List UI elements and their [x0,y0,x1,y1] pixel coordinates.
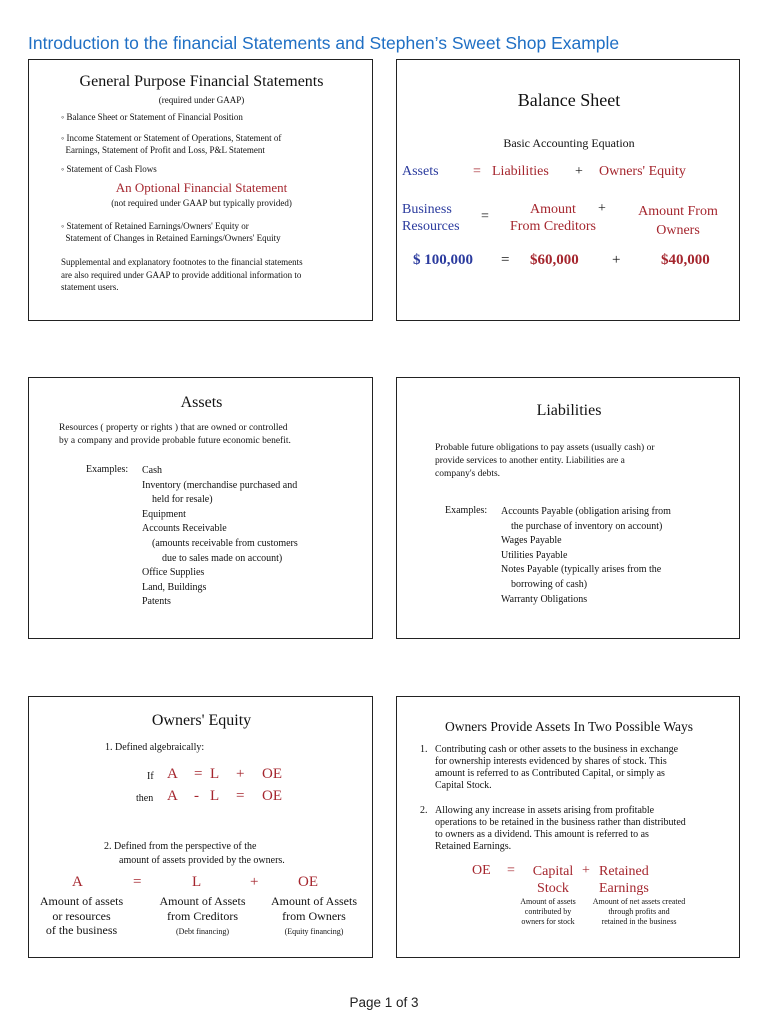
slide1-subtitle: (required under GAAP) [158,95,245,105]
eq2-op: - [194,788,199,804]
item-2-text: Allowing any increase in assets arising from profitable operations to be retained in the business rather than distributed to owners as a dividend. This amount is referred to as Retained Earnings. [435,805,686,852]
slide1-bullet-2: ◦ Income Statement or Statement of Operations, Statement of Earnings, Statement of Profit and Loss, P&L Statement [61,133,282,155]
optional-statement-note: (not required under GAAP but typically provided) [111,198,292,208]
slide2-title: Balance Sheet [517,90,621,110]
eq-equals-1: = [473,164,481,179]
assets-examples-list: Cash Inventory (merchandise purchased and held for resale) Equipment Accounts Receivable (amounts receivable from customers due to sales made on account) Office Supplies Land, Buildings Patents [142,465,298,608]
eq1-a: A [167,766,178,782]
slide1-title: General Purpose Financial Statements [79,73,324,90]
eq-assets: Assets [402,164,439,179]
eq3-a: A [72,874,83,890]
slide1-bullet-4: ◦ Statement of Retained Earnings/Owners' Equity or Statement of Changes in Retained Earnings/Owners' Equity [61,221,281,243]
eq-liabilities-value: $60,000 [530,252,579,268]
eq-liabilities: Liabilities [492,164,549,179]
liabilities-examples-list: Accounts Payable (obligation arising from the purchase of inventory on account) Wages Payable Utilities Payable Notes Payable (typically arises from the borrowing of cash) Warranty Obligations [501,506,671,605]
eq2-eq: = [236,788,245,804]
eq-assets-value: $ 100,000 [413,252,473,268]
oe-plus: + [582,863,590,878]
slide6-title: Owners Provide Assets In Two Possible Ways [445,719,693,734]
col-a-description: Amount of assets or resources of the business [39,894,124,937]
then-label: then [136,793,154,804]
liabilities-description: Probable future obligations to pay assets (usually cash) or provide services to another entity. Liabilities are a company's debts. [435,443,655,479]
document-header-title: Introduction to the financial Statements and Stephen’s Sweet Shop Example [28,33,620,53]
eq-equals-2: = [481,209,489,224]
item-1-number: 1. [420,744,428,755]
if-label: If [147,771,154,782]
eq1-oe: OE [262,766,282,782]
assets-description: Resources ( property or rights ) that are owned or controlled by a company and provide probable future economic benefit. [59,423,291,446]
slide1-footnote: Supplemental and explanatory footnotes to the financial statements are also required under GAAP to provide additional information to statement users. [61,257,303,292]
eq-equity-value: $40,000 [661,252,710,268]
eq-plus-1: + [575,164,583,179]
slide5-title: Owners' Equity [151,712,252,729]
item-1-text: Contributing cash or other assets to the business in exchange for ownership interests evidenced by shares of stock. This amount is referred to as Contributed Capital, or simply as Capital Stock. [435,744,679,791]
eq3-op: + [250,874,259,890]
eq-owners-equity: Owners' Equity [599,164,686,179]
eq3-l: L [192,874,202,890]
oe-label: OE [472,863,491,878]
page-number: Page 1 of 3 [349,995,419,1010]
assets-examples-label: Examples: [86,464,129,475]
optional-statement-title: An Optional Financial Statement [115,180,288,195]
slide-liabilities [396,377,740,639]
eq-amount-from-owners: Amount From Owners [638,204,718,238]
oe-equals: = [507,863,515,878]
eq2-l: L [210,788,220,804]
item-2-number: 2. [420,805,428,816]
liabilities-examples-label: Examples: [445,505,488,516]
slide-balance-sheet [396,59,740,321]
capital-stock: Capital Stock [532,864,574,896]
def-algebraic: 1. Defined algebraically: [105,742,205,753]
eq-business-resources: Business Resources [402,202,460,234]
eq3-eq: = [133,874,142,890]
eq-equals-3: = [501,252,510,268]
eq-plus-3: + [612,252,621,268]
eq2-a: A [167,788,178,804]
slide-assets [28,377,373,639]
eq-amount-from-creditors: Amount From Creditors [510,202,596,234]
col-oe-description: Amount of Assets from Owners (Equity financing) [270,894,357,936]
slide-owners-provide-assets [396,696,740,958]
slide1-bullet-3: ◦ Statement of Cash Flows [61,164,157,174]
retained-earnings: Retained Earnings [599,864,649,896]
eq2-oe: OE [262,788,282,804]
eq-plus-2: + [598,201,606,216]
eq1-eq: = [194,766,203,782]
slide2-subtitle: Basic Accounting Equation [503,136,635,150]
slide-owners-equity [28,696,373,958]
eq1-l: L [210,766,220,782]
retained-earnings-note: Amount of net assets created through profits and retained in the business [592,897,686,926]
def-perspective: 2. Defined from the perspective of the amount of assets provided by the owners. [104,841,285,866]
slide1-bullet-1: ◦ Balance Sheet or Statement of Financial Position [61,112,243,122]
eq3-oe: OE [298,874,318,890]
col-l-description: Amount of Assets from Creditors (Debt financing) [159,894,246,936]
slide3-title: Assets [180,394,223,411]
eq1-op: + [236,766,245,782]
capital-stock-note: Amount of assets contributed by owners for stock [520,897,576,926]
slide-financial-statements [28,59,373,321]
slide4-title: Liabilities [536,402,602,419]
